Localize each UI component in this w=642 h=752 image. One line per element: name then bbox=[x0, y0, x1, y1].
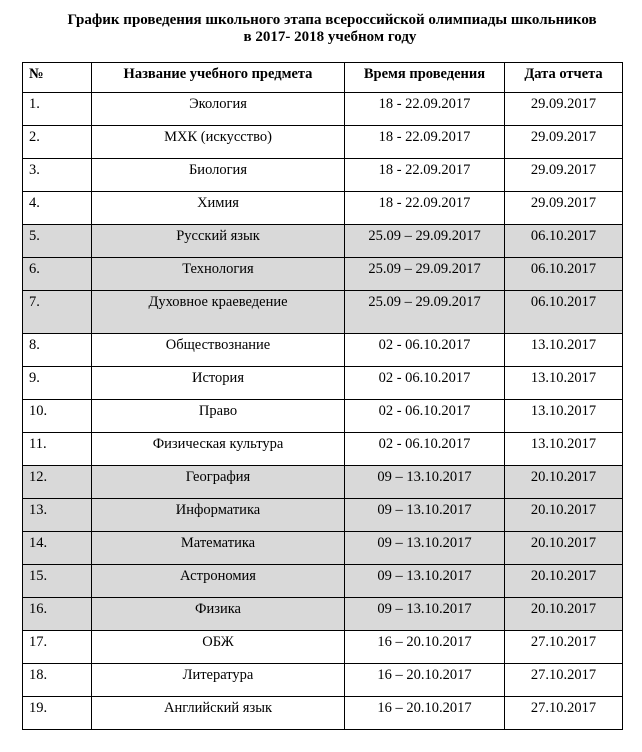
cell-period: 25.09 – 29.09.2017 bbox=[345, 291, 505, 334]
cell-period: 18 - 22.09.2017 bbox=[345, 159, 505, 192]
table-row bbox=[23, 192, 623, 225]
cell-subject: Информатика bbox=[92, 499, 345, 532]
table-row bbox=[23, 664, 623, 697]
table-row bbox=[23, 466, 623, 499]
cell-period: 16 – 20.10.2017 bbox=[345, 697, 505, 730]
cell-report-date: 29.09.2017 bbox=[505, 93, 623, 126]
header-subject: Название учебного предмета bbox=[92, 63, 345, 93]
header-period: Время проведения bbox=[345, 63, 505, 93]
table-row bbox=[23, 291, 623, 334]
cell-report-date: 20.10.2017 bbox=[505, 598, 623, 631]
cell-subject: ОБЖ bbox=[92, 631, 345, 664]
cell-report-date: 27.10.2017 bbox=[505, 631, 623, 664]
table-row bbox=[23, 433, 623, 466]
title-line-1: График проведения школьного этапа всероссийской олимпиады школьников bbox=[67, 12, 597, 28]
table-row bbox=[23, 258, 623, 291]
cell-subject: Право bbox=[92, 400, 345, 433]
title-line-2: в 2017- 2018 учебном году bbox=[243, 29, 417, 45]
table-row bbox=[23, 126, 623, 159]
olympiad-schedule-table bbox=[22, 62, 623, 730]
cell-report-date: 06.10.2017 bbox=[505, 258, 623, 291]
cell-report-date: 29.09.2017 bbox=[505, 159, 623, 192]
table-row bbox=[23, 159, 623, 192]
cell-period: 09 – 13.10.2017 bbox=[345, 499, 505, 532]
cell-period: 18 - 22.09.2017 bbox=[345, 192, 505, 225]
cell-subject: Русский язык bbox=[92, 225, 345, 258]
header-report-date: Дата отчета bbox=[505, 63, 623, 93]
cell-subject: География bbox=[92, 466, 345, 499]
cell-period: 16 – 20.10.2017 bbox=[345, 664, 505, 697]
cell-number: 10. bbox=[23, 400, 92, 433]
cell-report-date: 29.09.2017 bbox=[505, 192, 623, 225]
cell-report-date: 20.10.2017 bbox=[505, 565, 623, 598]
cell-report-date: 27.10.2017 bbox=[505, 697, 623, 730]
cell-period: 09 – 13.10.2017 bbox=[345, 598, 505, 631]
cell-report-date: 20.10.2017 bbox=[505, 466, 623, 499]
cell-number: 9. bbox=[23, 367, 92, 400]
cell-number: 16. bbox=[23, 598, 92, 631]
cell-report-date: 13.10.2017 bbox=[505, 400, 623, 433]
cell-report-date: 29.09.2017 bbox=[505, 126, 623, 159]
cell-subject: Обществознание bbox=[92, 334, 345, 367]
table-row bbox=[23, 225, 623, 258]
cell-number: 6. bbox=[23, 258, 92, 291]
cell-number: 11. bbox=[23, 433, 92, 466]
cell-number: 13. bbox=[23, 499, 92, 532]
table-row bbox=[23, 631, 623, 664]
cell-period: 25.09 – 29.09.2017 bbox=[345, 258, 505, 291]
cell-report-date: 13.10.2017 bbox=[505, 334, 623, 367]
cell-subject: Химия bbox=[92, 192, 345, 225]
cell-number: 7. bbox=[23, 291, 92, 334]
cell-number: 14. bbox=[23, 532, 92, 565]
table-row bbox=[23, 532, 623, 565]
cell-period: 02 - 06.10.2017 bbox=[345, 400, 505, 433]
page-title bbox=[0, 12, 642, 46]
cell-subject: Английский язык bbox=[92, 697, 345, 730]
table-row bbox=[23, 93, 623, 126]
cell-subject: МХК (искусство) bbox=[92, 126, 345, 159]
table-row bbox=[23, 334, 623, 367]
cell-report-date: 27.10.2017 bbox=[505, 664, 623, 697]
cell-number: 4. bbox=[23, 192, 92, 225]
cell-period: 09 – 13.10.2017 bbox=[345, 565, 505, 598]
cell-subject: Астрономия bbox=[92, 565, 345, 598]
cell-period: 09 – 13.10.2017 bbox=[345, 532, 505, 565]
table-row bbox=[23, 697, 623, 730]
cell-subject: История bbox=[92, 367, 345, 400]
cell-subject: Технология bbox=[92, 258, 345, 291]
cell-period: 09 – 13.10.2017 bbox=[345, 466, 505, 499]
cell-period: 25.09 – 29.09.2017 bbox=[345, 225, 505, 258]
cell-number: 1. bbox=[23, 93, 92, 126]
cell-period: 18 - 22.09.2017 bbox=[345, 126, 505, 159]
header-number: № bbox=[23, 63, 92, 93]
table-row bbox=[23, 400, 623, 433]
cell-period: 02 - 06.10.2017 bbox=[345, 433, 505, 466]
cell-number: 17. bbox=[23, 631, 92, 664]
cell-subject: Экология bbox=[92, 93, 345, 126]
table-row bbox=[23, 499, 623, 532]
cell-subject: Физика bbox=[92, 598, 345, 631]
table-row bbox=[23, 598, 623, 631]
cell-number: 19. bbox=[23, 697, 92, 730]
cell-period: 16 – 20.10.2017 bbox=[345, 631, 505, 664]
cell-number: 18. bbox=[23, 664, 92, 697]
cell-report-date: 06.10.2017 bbox=[505, 291, 623, 334]
cell-subject: Биология bbox=[92, 159, 345, 192]
cell-report-date: 06.10.2017 bbox=[505, 225, 623, 258]
cell-number: 5. bbox=[23, 225, 92, 258]
table-header-row bbox=[23, 63, 623, 93]
cell-number: 2. bbox=[23, 126, 92, 159]
cell-number: 3. bbox=[23, 159, 92, 192]
cell-number: 12. bbox=[23, 466, 92, 499]
cell-period: 02 - 06.10.2017 bbox=[345, 334, 505, 367]
table-row bbox=[23, 367, 623, 400]
cell-report-date: 20.10.2017 bbox=[505, 532, 623, 565]
cell-report-date: 20.10.2017 bbox=[505, 499, 623, 532]
cell-period: 02 - 06.10.2017 bbox=[345, 367, 505, 400]
cell-report-date: 13.10.2017 bbox=[505, 433, 623, 466]
cell-report-date: 13.10.2017 bbox=[505, 367, 623, 400]
table-row bbox=[23, 565, 623, 598]
cell-subject: Физическая культура bbox=[92, 433, 345, 466]
cell-subject: Математика bbox=[92, 532, 345, 565]
cell-subject: Литература bbox=[92, 664, 345, 697]
cell-period: 18 - 22.09.2017 bbox=[345, 93, 505, 126]
cell-subject: Духовное краеведение bbox=[92, 291, 345, 334]
cell-number: 8. bbox=[23, 334, 92, 367]
cell-number: 15. bbox=[23, 565, 92, 598]
